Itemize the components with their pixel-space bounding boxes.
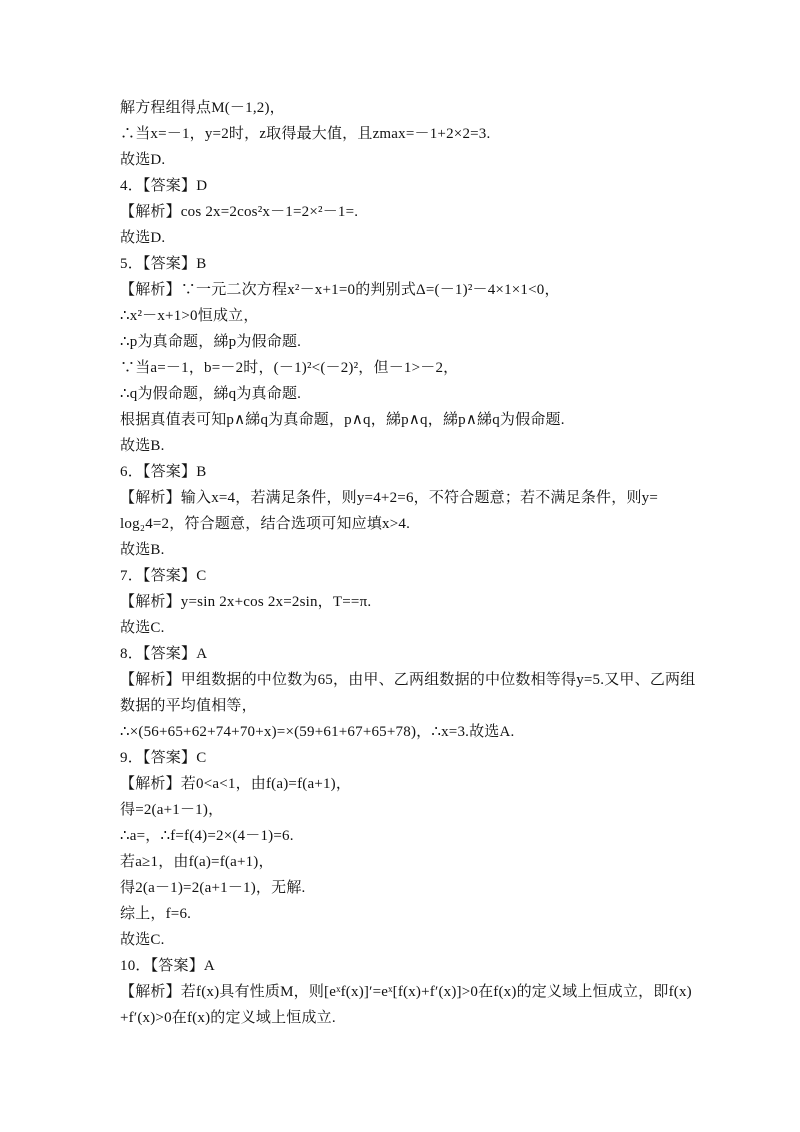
text-line: 【解析】∵一元二次方程x²－x+1=0的判别式Δ=(－1)²－4×1×1<0， [120, 282, 560, 298]
text-line: 根据真值表可知p∧綈q为真命题，p∧q，綈p∧q，綈p∧綈q为假命题. [120, 412, 565, 428]
text-line: 【解析】若f(x)具有性质M，则[eˣf(x)]′=eˣ[f(x)+f′(x)]>0在f(x)的定义域上恒成立，即f(x) [120, 984, 692, 1000]
text-line: 【解析】甲组数据的中位数为65，由甲、乙两组数据的中位数相等得y=5.又甲、乙两组 [120, 672, 696, 688]
text-line: 故选C. [120, 620, 165, 636]
text-line: 得=2(a+1－1)， [120, 802, 224, 818]
text-line: +f′(x)>0在f(x)的定义域上恒成立. [120, 1010, 336, 1026]
text-line: 故选B. [120, 438, 165, 454]
answer-heading: 4．【答案】D [120, 178, 208, 194]
text-line: 【解析】若0<a<1，由f(a)=f(a+1)， [120, 776, 352, 792]
text-line: ∵当a=－1，b=－2时，(－1)²<(－2)²，但－1>－2， [120, 360, 459, 376]
text-line: log₂4=2，符合题意，结合选项可知应填x>4. [120, 516, 411, 532]
answer-heading: 7．【答案】C [120, 568, 207, 584]
text-line: 得2(a－1)=2(a+1－1)，无解. [120, 880, 306, 896]
text-line: ∴q为假命题，綈q为真命题. [120, 386, 302, 402]
text-line: 解方程组得点M(－1,2)， [120, 100, 285, 116]
answer-heading: 8．【答案】A [120, 646, 208, 662]
text-line: ∴x²－x+1>0恒成立， [120, 308, 259, 324]
text-line: ∴当x=－1，y=2时，z取得最大值，且zmax=－1+2×2=3. [120, 126, 491, 142]
text-line: ∴a=，∴f=f(4)=2×(4－1)=6. [120, 828, 294, 844]
answer-heading: 6．【答案】B [120, 464, 207, 480]
text-line: 故选B. [120, 542, 165, 558]
text-line: 故选D. [120, 152, 166, 168]
text-line: 若a≥1，由f(a)=f(a+1)， [120, 854, 274, 870]
text-line: ∴p为真命题，綈p为假命题. [120, 334, 302, 350]
text-line: 【解析】cos 2x=2cos²x－1=2×²－1=. [120, 204, 359, 220]
answer-heading: 5．【答案】B [120, 256, 207, 272]
text-line: 【解析】输入x=4，若满足条件，则y=4+2=6，不符合题意；若不满足条件，则y= [120, 490, 659, 506]
answer-heading: 10．【答案】A [120, 958, 215, 974]
text-line: 数据的平均值相等， [120, 698, 257, 714]
text-line: ∴×(56+65+62+74+70+x)=×(59+61+67+65+78)，∴x=3.故选A. [120, 724, 515, 740]
text-line: 故选C. [120, 932, 165, 948]
text-line: 故选D. [120, 230, 166, 246]
answer-heading: 9．【答案】C [120, 750, 207, 766]
text-line: 综上，f=6. [120, 906, 192, 922]
text-line: 【解析】y=sin 2x+cos 2x=2sin，T==π. [120, 594, 372, 610]
